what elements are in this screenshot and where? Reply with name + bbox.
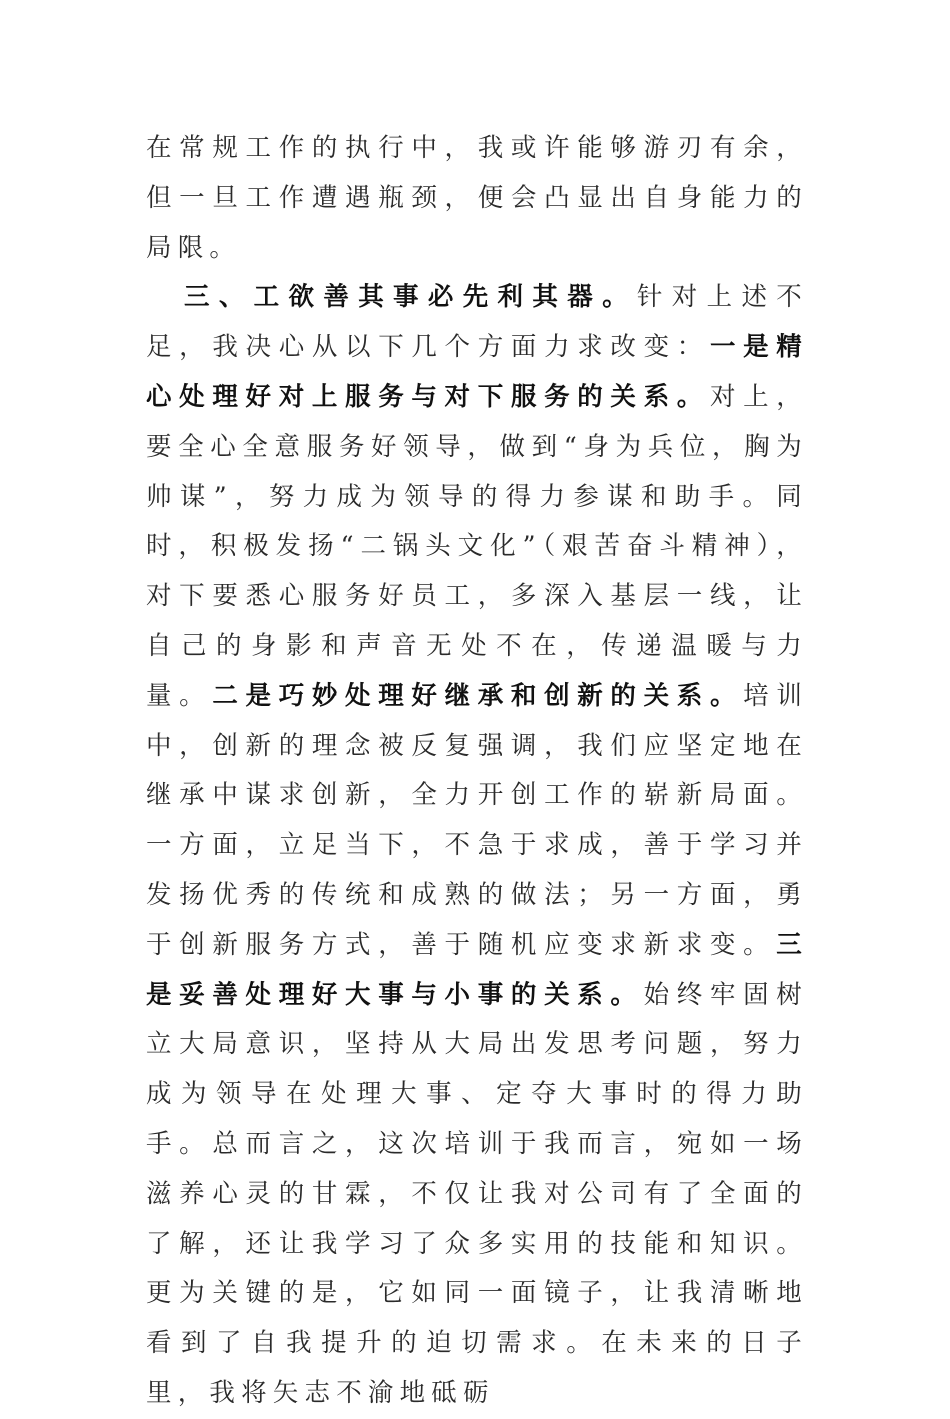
paragraph-1-text: 在常规工作的执行中，我或许能够游刃有余，但一旦工作遭遇瓶颈，便会凸显出自身能力的局限。 xyxy=(146,133,808,263)
point-2-body: 培训中，创新的理念被反复强调，我们应坚定地在继承中谋求创新，全力开创工作的崭新局面。一方面，立足当下，不急于求成，善于学习并发扬优秀的传统和成熟的做法；另一方面，勇于创新服务方式，善于随机应变求新求变。 xyxy=(146,680,809,960)
paragraph-2 xyxy=(146,273,808,1418)
section-intro: 针对上述不足，我决心从以下几个方面力求改变： xyxy=(146,282,808,363)
document-body xyxy=(146,124,808,1419)
section-heading: 三、工欲善其事必先利其器。 xyxy=(184,282,637,313)
point-1-body: 对上，要全心全意服务好领导，做到“身为兵位，胸为帅谋”，努力成为领导的得力参谋和助手。同时，积极发扬“二锅头文化”（艰苦奋斗精神），对下要悉心服务好员工，多深入基层一线，让自己的身影和声音无处不在，传递温暖与力量。 xyxy=(146,381,808,711)
point-2-title: 二是巧妙处理好继承和创新的关系。 xyxy=(212,680,744,711)
point-3-body: 始终牢固树立大局意识，坚持从大局出发思考问题，努力成为领导在处理大事、定夺大事时的得力助手。总而言之，这次培训于我而言，宛如一场滋养心灵的甘霖，不仅让我对公司有了全面的了解，还让我学习了众多实用的技能和知识。更为关键的是，它如同一面镜子，让我清晰地看到了自我提升的迫切需求。在未来的日子里，我将矢志不渝地砥砺 xyxy=(146,979,808,1408)
point-1-title: 一是精心处理好对上服务与对下服务的关系。 xyxy=(146,332,808,412)
point-3-title: 三是妥善处理好大事与小事的关系。 xyxy=(146,929,808,1010)
paragraph-1 xyxy=(146,124,808,273)
